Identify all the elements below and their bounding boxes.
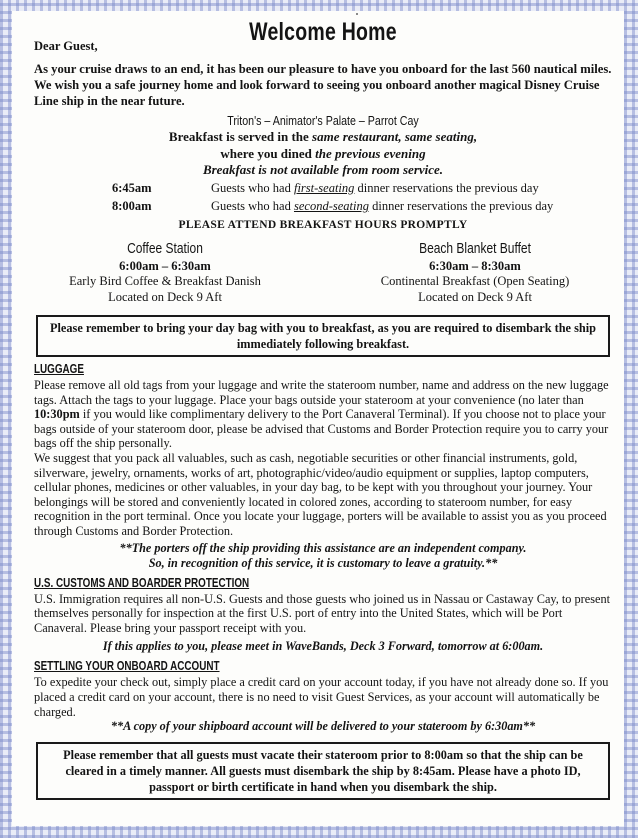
breakfast-line-2a: where you dined	[220, 145, 316, 161]
luggage-heading: LUGGAGE	[34, 361, 84, 376]
beach-blanket-hours: 6:30am – 8:30am	[429, 258, 521, 273]
luggage-deadline: 10:30pm	[34, 407, 80, 422]
luggage-p1b: if you would like complimentary delivery to the Port Canaveral Terminal). If you choose not to place your bags outside of your stateroom door, please be advised that Customs and Border Protection require you to carry your bags off the ship personally.	[34, 407, 609, 451]
coffee-station-location: Located on Deck 9 Aft	[108, 289, 222, 304]
beach-blanket-buffet	[350, 239, 600, 306]
schedule-seating: first-seating	[293, 180, 355, 195]
letter-page	[12, 11, 624, 826]
intro-paragraph: As your cruise draws to an end, it has been our pleasure to have you onboard for the last 560 nautical miles. We wish you a safe journey home and look forward to seeing you onboard another magical Disney Cruise Line ship in the near future.	[34, 62, 612, 108]
beach-blanket-desc: Continental Breakfast (Open Seating)	[380, 274, 570, 288]
speck	[356, 13, 358, 15]
beach-blanket-location: Located on Deck 9 Aft	[418, 289, 532, 304]
luggage-paragraph-1	[34, 378, 612, 451]
page-title: Welcome Home	[249, 18, 397, 46]
coffee-station-desc: Early Bird Coffee & Breakfast Danish	[69, 274, 261, 288]
schedule-row-first	[34, 179, 612, 197]
breakfast-line-3	[34, 162, 612, 179]
schedule-post: dinner reservations the previous day	[368, 198, 554, 213]
vacate-notice: Please remember that all guests must vacate their stateroom prior to 8:00am so that the ship can be cleared in a timely manner. All guests must disembark the ship by 8:45am. Please have a photo ID, passport or birth certificate in hand when you disembark the ship.	[36, 742, 610, 800]
coffee-station-hours: 6:00am – 6:30am	[119, 258, 211, 273]
schedule-time: 6:45am	[112, 180, 152, 195]
schedule-desc	[207, 179, 539, 197]
luggage-p1a: Please remove all old tags from your luggage and write the stateroom number, name and address on the new luggage tags. Attach the tags to your luggage. Place your bags outside your stateroom at your convenience (no later than	[34, 378, 609, 407]
breakfast-line-1	[34, 129, 612, 146]
porters-note-2: So, in recognition of this service, it is customary to leave a gratuity.**	[148, 555, 498, 570]
schedule-seating: second-seating	[293, 198, 369, 213]
breakfast-line-2	[34, 146, 612, 163]
breakfast-line-1a: Breakfast is served in the	[168, 129, 313, 144]
breakfast-line-2b: the previous evening	[315, 145, 426, 161]
schedule-desc	[207, 197, 553, 215]
breakfast-line-3-text: Breakfast is not available from room service.	[202, 162, 444, 177]
schedule-pre: Guests who had	[211, 198, 294, 213]
venues-line: Triton's – Animator's Palate – Parrot Cay	[227, 113, 419, 128]
porters-note-1: **The porters off the ship providing this assistance are an independent company.	[119, 540, 527, 555]
schedule-time: 8:00am	[112, 198, 152, 213]
customs-note: If this applies to you, please meet in WaveBands, Deck 3 Forward, tomorrow at 6:00am.	[102, 639, 544, 654]
coffee-station	[40, 239, 290, 306]
breakfast-venues	[34, 239, 612, 306]
schedule-pre: Guests who had	[211, 180, 294, 195]
customs-paragraph: U.S. Immigration requires all non-U.S. Guests and those guests who joined us in Nassau or Castaway Cay, to present themselves personally for inspection at the first U.S. port of entry into the United States, which will be Port Canaveral. Please bring your passport receipt with you.	[34, 591, 611, 635]
coffee-station-title: Coffee Station	[127, 239, 203, 257]
luggage-paragraph-2: We suggest that you pack all valuables, such as cash, negotiable securities or other financial instruments, gold, silverware, jewelry, ornaments, works of art, photographic/video/audio equipment or supplies, laptop computers, cellular phones, medicines or other valuables, in your day bag, to be kept with you throughout your journey. Your belongings will be stored and conveniently located in colored zones, according to stateroom number, for easy recognition in the port terminal. Once you locate your luggage, porters will be available to assist you as you proceed through Customs and Border Protection.	[34, 450, 607, 538]
account-heading: SETTLING YOUR ONBOARD ACCOUNT	[34, 658, 220, 674]
customs-heading: U.S. CUSTOMS AND BOARDER PROTECTION	[34, 574, 250, 590]
attend-note: PLEASE ATTEND BREAKFAST HOURS PROMPTLY	[178, 218, 468, 231]
account-note: **A copy of your shipboard account will be delivered to your stateroom by 6:30am**	[110, 719, 536, 734]
schedule-post: dinner reservations the previous day	[354, 180, 539, 195]
greeting: Dear Guest,	[34, 39, 98, 53]
day-bag-notice: Please remember to bring your day bag with you to breakfast, as you are required to disembark the ship immediately following breakfast.	[36, 315, 610, 357]
schedule-row-second	[34, 197, 612, 215]
account-paragraph: To expedite your check out, simply place a credit card on your account today, if you have not already done so. If you placed a credit card on your account, there is no need to visit Guest Services, as your account will automatically be charged.	[34, 675, 609, 719]
breakfast-line-1b: same restaurant, same seating,	[312, 129, 478, 144]
beach-blanket-title: Beach Blanket Buffet	[419, 239, 531, 257]
